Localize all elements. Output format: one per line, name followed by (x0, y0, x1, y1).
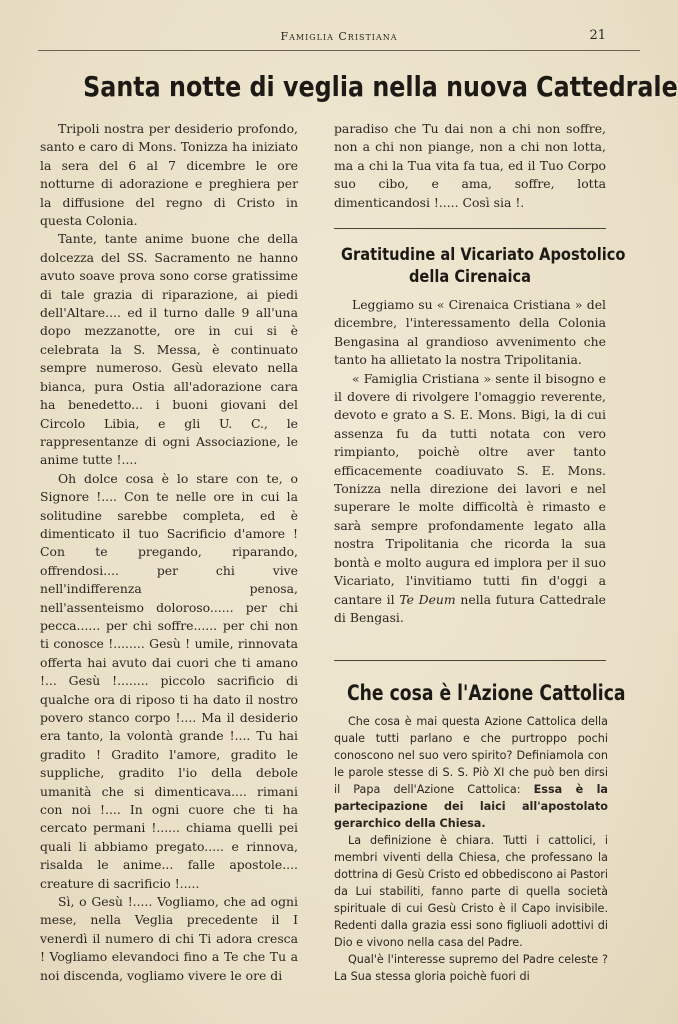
paragraph (334, 713, 608, 832)
main-article-title: Santa notte di veglia nella nuova Cattedrale (83, 70, 678, 103)
azione-body (334, 713, 608, 985)
text-run: Che cosa è mai questa Azione Cattolica della quale tutti parlano e che purtroppo pochi conoscono nel suo vero spirito? Definiamola con le parole stesse di S. S. Piò XI che può ben dirsi il Papa dell'Azione Cattolica: (334, 715, 608, 796)
left-column (40, 120, 298, 985)
paragraph: Qual'è l'interesse supremo del Padre celeste ? La Sua stessa gloria poichè fuori di (334, 953, 608, 983)
paragraph: Leggiamo su « Cirenaica Cristiana » del dicembre, l'interessamento della Colonia Bengasina al grandioso avvenimento che tanto ha allietato la nostra Tripolitania. (334, 297, 606, 368)
italic-title: Te Deum (399, 591, 456, 607)
bold-definition: Essa è la partecipazione dei laici all'apostolato gerarchico della Chiesa. (334, 783, 608, 830)
section-divider (334, 660, 606, 661)
text-run: « Famiglia Cristiana » sente il bisogno e il dovere di rivolgere l'omaggio reverente, devoto e grato a S. E. Mons. Bigi, la di cui assenza fu da tutti notata con vero rimpianto, poichè oltre aver tanto efficacemente coadiuvato S. E. Mons. Tonizza nella direzione dei lavori e nel superare le molte difficoltà è rimasto e sarà sempre profondamente legato alla nostra Tripolitania che ricorda la sua bontà e molto augura ed implora per il suo Vicariato, l'invitiamo tutti fin d'oggi a cantare il (334, 370, 606, 607)
page-number: 21 (589, 28, 606, 43)
gratitudine-title (341, 244, 626, 288)
paragraph: Oh dolce cosa è lo stare con te, o Signore !.... Con te nelle ore in cui la solitudine sarebbe completa, ed è dimenticato il tuo Sacrificio d'amore ! Con te pregando, riparando, offrendosi.... per chi vive nell'indifferenza penosa, nell'assenteismo doloroso...... per chi pecca...... per chi soffre...... per chi non ti conosce !........ Gesù ! umile, rinnovata offerta hai avuto dai cuori che ti amano !... Gesù !........ piccolo sacrificio di qualche ora di riposo ti ha dato il nostro povero stanco corpo !.... Ma il desiderio era tanto, la volontà grande !.... Tu hai gradito ! Gradito l'amore, gradito le suppliche, gradito l'io della debole umanità che si dimenticava.... rimani con noi !.... In ogni cuore che ti ha cercato permani !...... chiama quelli pei quali li abbiamo pregato..... e rinnova, risalda le anime... falle apostole.... creature di sacrificio !..... (40, 470, 298, 891)
gratitudine-title-line1: Gratitudine al Vicariato Apostolico (341, 245, 626, 265)
paragraph: Sì, o Gesù !..... Vogliamo, che ad ogni mese, nella Veglia precedente il I venerdì il numero di chi Ti adora cresca ! Vogliamo elevandoci fino a Te che Tu a noi discenda, vogliamo vivere le ore di (40, 894, 298, 983)
section-divider (334, 228, 606, 229)
text-run: nella futura Cattedrale di Bengasi. (334, 591, 606, 625)
gratitudine-title-line2: della Cirenaica (408, 267, 532, 287)
azione-title: Che cosa è l'Azione Cattolica (347, 681, 626, 705)
header-rule (38, 50, 640, 51)
paragraph: La definizione è chiara. Tutti i cattolici, i membri viventi della Chiesa, che professano la dottrina di Gesù Cristo ed obbediscono ai Pastori da Lui stabiliti, fanno parte di quella società spirituale di cui Gesù Cristo è il Capo invisibile. Redenti dalla grazia essi sono figliuoli adottivi di Dio e vivono nella casa del Padre. (334, 834, 608, 949)
right-column-continuation (334, 120, 606, 212)
paragraph: Tante, tante anime buone che della dolcezza del SS. Sacramento ne hanno avuto soave prova sono corse gratissime di tale grazia di riparazione, ai piedi dell'Altare.... ed il turno dalle 9 all'una dopo mezzanotte, ore in cui si è celebrata la S. Messa, è continuato sempre numeroso. Gesù elevato nella bianca, pura Ostia all'adorazione cara ha benedetto... i buoni giovani del Circolo Libia, e gli U. C., le rappresentanze di ogni Associazione, le anime tutte !.... (40, 231, 298, 468)
paragraph (334, 370, 606, 628)
paragraph: Tripoli nostra per desiderio profondo, santo e caro di Mons. Tonizza ha iniziato la sera del 6 al 7 dicembre le ore notturne di adorazione e preghiera per la diffusione del regno di Cristo in questa Colonia. (40, 121, 298, 229)
paragraph: paradiso che Tu dai non a chi non soffre, non a chi non piange, non a chi non lotta, ma a chi la Tua vita fa tua, ed il Tuo Corpo suo cibo, e ama, soffre, lotta dimenticandosi !..... Così sia !. (334, 121, 606, 210)
gratitudine-body (334, 296, 606, 627)
running-header: Famiglia Cristiana (280, 30, 398, 43)
